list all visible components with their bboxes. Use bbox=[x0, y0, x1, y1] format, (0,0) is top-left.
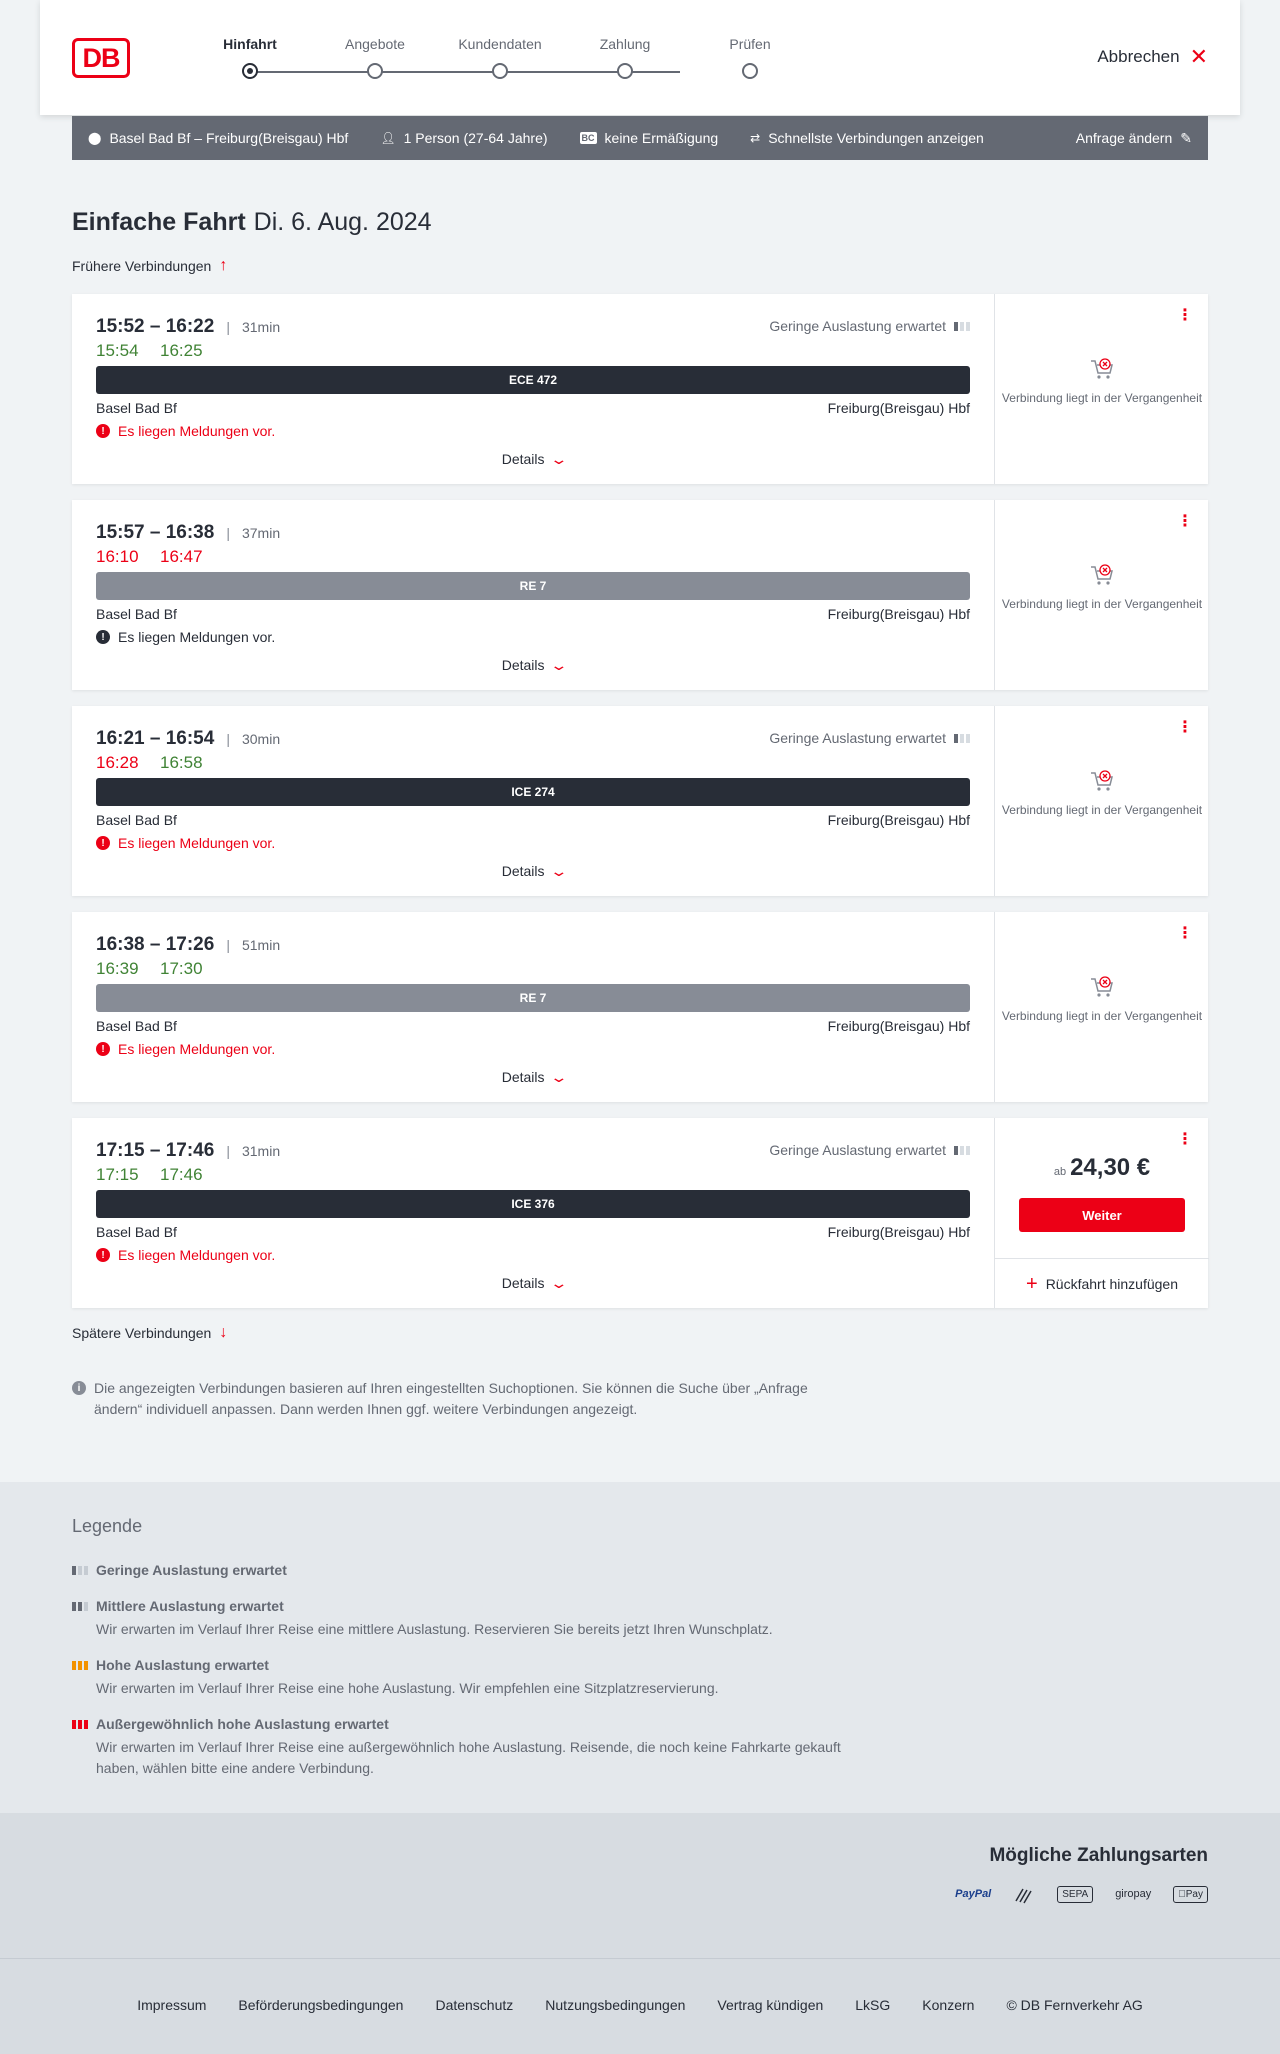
connection-offer bbox=[994, 706, 1208, 896]
past-connection-note bbox=[995, 562, 1209, 612]
step-hinfahrt[interactable] bbox=[200, 34, 300, 54]
realtime-arrival: 17:46 bbox=[160, 1165, 203, 1184]
realtime-times bbox=[96, 959, 224, 979]
notice-text: Es liegen Meldungen vor. bbox=[118, 423, 276, 439]
legend-item-title bbox=[72, 1657, 872, 1673]
realtime-times bbox=[96, 341, 224, 361]
cart-unavailable-icon bbox=[1089, 562, 1115, 588]
duration: 31min bbox=[241, 319, 281, 335]
connection-offer bbox=[994, 294, 1208, 484]
scheduled-times bbox=[96, 728, 280, 750]
progress-line bbox=[250, 71, 680, 73]
plus-icon: + bbox=[1026, 1272, 1038, 1295]
details-label: Details bbox=[501, 1275, 545, 1291]
notice-message bbox=[96, 835, 275, 851]
connection-main bbox=[72, 500, 994, 690]
legend-item bbox=[72, 1562, 872, 1578]
passenger-summary bbox=[380, 130, 547, 146]
legend-label: Außergewöhnlich hohe Auslastung erwartet bbox=[96, 1716, 389, 1732]
occupancy-level-icon bbox=[72, 1566, 88, 1575]
realtime-times bbox=[96, 1165, 224, 1185]
price-block bbox=[995, 1154, 1209, 1182]
later-label: Spätere Verbindungen bbox=[72, 1325, 212, 1341]
occupancy-indicator bbox=[769, 318, 970, 334]
train-bar: RE 7 bbox=[96, 984, 970, 1012]
chevron-down-icon: ⌄ bbox=[549, 863, 568, 879]
train-bar: ICE 274 bbox=[96, 778, 970, 806]
footer-link[interactable]: Vertrag kündigen bbox=[717, 1997, 824, 2013]
earlier-label: Frühere Verbindungen bbox=[72, 258, 212, 274]
details-toggle[interactable] bbox=[72, 657, 994, 674]
details-label: Details bbox=[501, 657, 545, 673]
later-connections-link[interactable] bbox=[72, 1325, 227, 1341]
details-label: Details bbox=[501, 451, 545, 467]
arrival-station: Freiburg(Breisgau) Hbf bbox=[827, 1018, 970, 1034]
discount-summary bbox=[580, 130, 719, 146]
route-text: Basel Bad Bf – Freiburg(Breisgau) Hbf bbox=[109, 130, 349, 146]
connection-offer bbox=[994, 912, 1208, 1102]
past-connection-note bbox=[995, 356, 1209, 406]
departure-station: Basel Bad Bf bbox=[96, 606, 177, 622]
past-text: Verbindung liegt in der Vergangenheit bbox=[1001, 1009, 1203, 1023]
past-text: Verbindung liegt in der Vergangenheit bbox=[1001, 597, 1203, 611]
duration: 51min bbox=[241, 937, 281, 953]
occupancy-low-icon bbox=[954, 322, 970, 331]
notice-message bbox=[96, 629, 275, 645]
cancel-button[interactable] bbox=[1097, 46, 1208, 68]
connection-card[interactable] bbox=[72, 294, 1208, 484]
trip-date: Di. 6. Aug. 2024 bbox=[253, 208, 432, 236]
realtime-times bbox=[96, 753, 224, 773]
details-toggle[interactable] bbox=[72, 1275, 994, 1292]
fastest-summary bbox=[750, 130, 984, 146]
step-label: Hinfahrt bbox=[223, 36, 277, 52]
step-dot bbox=[617, 63, 633, 79]
price-value: 24,30 € bbox=[1070, 1154, 1151, 1181]
step-dot-active bbox=[242, 63, 258, 79]
time-range: 15:57 – 16:38 bbox=[96, 522, 215, 543]
legend-description: Wir erwarten im Verlauf Ihrer Reise eine mittlere Auslastung. Reservieren Sie bereits jetzt Ihren Wunschplatz. bbox=[96, 1621, 773, 1637]
legend-item-title bbox=[72, 1562, 872, 1578]
legend-item-title bbox=[72, 1598, 872, 1614]
bahncard-icon: BC bbox=[581, 133, 595, 143]
alert-icon: ! bbox=[96, 836, 110, 850]
occupancy-indicator bbox=[769, 730, 970, 746]
occupancy-text: Geringe Auslastung erwartet bbox=[769, 730, 946, 746]
occupancy-low-icon bbox=[954, 1146, 970, 1155]
duration: 30min bbox=[241, 731, 281, 747]
details-toggle[interactable] bbox=[72, 451, 994, 468]
add-return-trip-button[interactable] bbox=[995, 1258, 1209, 1308]
realtime-departure: 16:28 bbox=[96, 753, 139, 772]
arrival-station: Freiburg(Breisgau) Hbf bbox=[827, 400, 970, 416]
connection-offer bbox=[994, 500, 1208, 690]
details-label: Details bbox=[501, 863, 545, 879]
cart-unavailable-icon bbox=[1089, 974, 1115, 1000]
occupancy-text: Geringe Auslastung erwartet bbox=[769, 1142, 946, 1158]
details-toggle[interactable] bbox=[72, 1069, 994, 1086]
footer-links bbox=[0, 1997, 1280, 2013]
connection-main bbox=[72, 706, 994, 896]
realtime-arrival: 16:47 bbox=[160, 547, 203, 566]
header bbox=[40, 0, 1240, 115]
more-options-icon[interactable]: ⋮ bbox=[1177, 925, 1192, 942]
chevron-down-icon: ⌄ bbox=[549, 657, 568, 673]
scheduled-times bbox=[96, 1140, 280, 1162]
connection-card[interactable] bbox=[72, 500, 1208, 690]
realtime-departure: 16:10 bbox=[96, 547, 139, 566]
details-label: Details bbox=[501, 1069, 545, 1085]
footer-link[interactable]: Datenschutz bbox=[435, 1997, 514, 2013]
progress-steps bbox=[210, 34, 771, 84]
cancel-label: Abbrechen bbox=[1097, 47, 1180, 66]
more-options-icon[interactable]: ⋮ bbox=[1177, 513, 1192, 530]
search-summary-bar bbox=[72, 116, 1208, 160]
step-label: Kundendaten bbox=[458, 36, 542, 52]
scheduled-times bbox=[96, 316, 280, 338]
arrow-up-icon: ↑ bbox=[219, 257, 228, 274]
step-label: Zahlung bbox=[599, 36, 651, 52]
alert-icon: ! bbox=[96, 424, 110, 438]
legend-item-title bbox=[72, 1716, 872, 1732]
legend-section bbox=[0, 1482, 1280, 1813]
step-dot bbox=[492, 63, 508, 79]
connection-card[interactable] bbox=[72, 706, 1208, 896]
separator: | bbox=[226, 319, 230, 335]
past-connection-note bbox=[995, 768, 1209, 818]
chevron-down-icon: ⌄ bbox=[549, 1275, 568, 1291]
departure-station: Basel Bad Bf bbox=[96, 400, 177, 416]
occupancy-level-icon bbox=[72, 1661, 88, 1670]
realtime-arrival: 16:58 bbox=[160, 753, 203, 772]
step-label: Angebote bbox=[345, 36, 405, 52]
connection-main bbox=[72, 912, 994, 1102]
occupancy-level-icon bbox=[72, 1602, 88, 1611]
info-icon: i bbox=[72, 1381, 86, 1395]
cart-unavailable-icon bbox=[1089, 768, 1115, 794]
step-angebote bbox=[325, 34, 425, 54]
location-pin-icon: ⬤ bbox=[88, 131, 102, 145]
realtime-departure: 16:39 bbox=[96, 959, 139, 978]
step-dot bbox=[742, 63, 758, 79]
step-kundendaten bbox=[450, 34, 550, 54]
train-bar: RE 7 bbox=[96, 572, 970, 600]
alert-icon: ! bbox=[96, 630, 110, 644]
apple-pay-text: Pay bbox=[1185, 1888, 1203, 1900]
separator: | bbox=[226, 1143, 230, 1159]
past-text: Verbindung liegt in der Vergangenheit bbox=[1001, 391, 1203, 405]
db-logo[interactable]: DB bbox=[72, 38, 130, 78]
realtime-arrival: 17:30 bbox=[160, 959, 203, 978]
legend-item bbox=[72, 1657, 872, 1699]
credit-card-icon bbox=[1013, 1883, 1035, 1905]
footer-link[interactable]: Konzern bbox=[922, 1997, 975, 2013]
info-note bbox=[72, 1378, 852, 1420]
notice-text: Es liegen Meldungen vor. bbox=[118, 1041, 276, 1057]
route-summary bbox=[88, 130, 348, 146]
departure-station: Basel Bad Bf bbox=[96, 812, 177, 828]
details-toggle[interactable] bbox=[72, 863, 994, 880]
time-range: 16:38 – 17:26 bbox=[96, 934, 215, 955]
payment-title: Mögliche Zahlungsarten bbox=[989, 1845, 1208, 1866]
departure-station: Basel Bad Bf bbox=[96, 1018, 177, 1034]
return-label: Rückfahrt hinzufügen bbox=[1045, 1275, 1178, 1292]
more-options-icon[interactable]: ⋮ bbox=[1177, 719, 1192, 736]
footer-link[interactable]: Nutzungsbedingungen bbox=[545, 1997, 686, 2013]
notice-text: Es liegen Meldungen vor. bbox=[118, 629, 276, 645]
realtime-departure: 15:54 bbox=[96, 341, 139, 360]
scheduled-times bbox=[96, 522, 280, 544]
chevron-down-icon: ⌄ bbox=[549, 451, 568, 467]
chevron-down-icon: ⌄ bbox=[549, 1069, 568, 1085]
footer-link[interactable]: Impressum bbox=[137, 1997, 207, 2013]
footer-link[interactable]: LkSG bbox=[855, 1997, 891, 2013]
continue-button[interactable]: Weiter bbox=[1019, 1198, 1185, 1232]
occupancy-low-icon bbox=[954, 734, 970, 743]
departure-station: Basel Bad Bf bbox=[96, 1224, 177, 1240]
occupancy-indicator bbox=[769, 1142, 970, 1158]
realtime-arrival: 16:25 bbox=[160, 341, 203, 360]
scheduled-times bbox=[96, 934, 280, 956]
legend-title: Legende bbox=[72, 1516, 143, 1536]
more-options-icon[interactable]: ⋮ bbox=[1177, 307, 1192, 324]
connection-card[interactable] bbox=[72, 1118, 1208, 1308]
legend-label: Mittlere Auslastung erwartet bbox=[96, 1598, 284, 1614]
legend-label: Geringe Auslastung erwartet bbox=[96, 1562, 287, 1578]
arrival-station: Freiburg(Breisgau) Hbf bbox=[827, 812, 970, 828]
connection-offer bbox=[994, 1118, 1208, 1308]
person-icon: 👤︎ bbox=[380, 131, 396, 145]
footer-link[interactable]: Beförderungsbedingungen bbox=[238, 1997, 404, 2013]
sepa-icon: SEPA bbox=[1057, 1886, 1093, 1903]
passenger-text: 1 Person (27-64 Jahre) bbox=[403, 130, 548, 146]
duration: 37min bbox=[241, 525, 281, 541]
realtime-departure: 17:15 bbox=[96, 1165, 139, 1184]
giropay-icon: giropay bbox=[1115, 1888, 1152, 1900]
train-bar: ECE 472 bbox=[96, 366, 970, 394]
price-prefix: ab bbox=[1053, 1166, 1067, 1178]
occupancy-level-icon bbox=[72, 1720, 88, 1729]
more-options-icon[interactable]: ⋮ bbox=[1177, 1131, 1192, 1148]
connection-card[interactable] bbox=[72, 912, 1208, 1102]
footer-link[interactable]: © DB Fernverkehr AG bbox=[1006, 1997, 1143, 2013]
swap-arrows-icon: ⇄ bbox=[750, 131, 761, 145]
apple-pay-icon bbox=[1173, 1886, 1208, 1903]
trip-type: Einfache Fahrt bbox=[72, 208, 246, 236]
past-text: Verbindung liegt in der Vergangenheit bbox=[1001, 803, 1203, 817]
notice-message bbox=[96, 1247, 275, 1263]
info-text: Die angezeigten Verbindungen basieren auf Ihren eingestellten Suchoptionen. Sie können die Suche über „Anfrage ändern“ individuell anpassen. Dann werden Ihnen ggf. weitere Verbindungen angezeigt. bbox=[94, 1380, 808, 1417]
time-range: 16:21 – 16:54 bbox=[96, 728, 215, 749]
separator: | bbox=[226, 731, 230, 747]
legend-item bbox=[72, 1716, 872, 1779]
step-dot bbox=[367, 63, 383, 79]
pencil-icon: ✎ bbox=[1180, 129, 1192, 146]
close-icon: ✕ bbox=[1189, 44, 1208, 69]
notice-message bbox=[96, 423, 275, 439]
step-pruefen bbox=[700, 34, 800, 54]
notice-text: Es liegen Meldungen vor. bbox=[118, 1247, 276, 1263]
train-bar: ICE 376 bbox=[96, 1190, 970, 1218]
past-connection-note bbox=[995, 974, 1209, 1024]
edit-request-button[interactable] bbox=[1076, 130, 1192, 147]
legend-item bbox=[72, 1598, 872, 1640]
step-zahlung bbox=[575, 34, 675, 54]
fastest-text: Schnellste Verbindungen anzeigen bbox=[768, 130, 984, 146]
page-title bbox=[72, 208, 432, 237]
realtime-times bbox=[96, 547, 224, 567]
notice-message bbox=[96, 1041, 275, 1057]
duration: 31min bbox=[241, 1143, 281, 1159]
step-label: Prüfen bbox=[729, 36, 771, 52]
earlier-connections-link[interactable] bbox=[72, 258, 227, 274]
time-range: 15:52 – 16:22 bbox=[96, 316, 215, 337]
separator: | bbox=[226, 525, 230, 541]
occupancy-text: Geringe Auslastung erwartet bbox=[769, 318, 946, 334]
legend-label: Hohe Auslastung erwartet bbox=[96, 1657, 269, 1673]
notice-text: Es liegen Meldungen vor. bbox=[118, 835, 276, 851]
arrival-station: Freiburg(Breisgau) Hbf bbox=[827, 606, 970, 622]
payment-methods-section bbox=[0, 1813, 1280, 1958]
arrow-down-icon: ↓ bbox=[219, 1324, 228, 1341]
connection-main bbox=[72, 294, 994, 484]
connection-main bbox=[72, 1118, 994, 1308]
time-range: 17:15 – 17:46 bbox=[96, 1140, 215, 1161]
legend-description: Wir erwarten im Verlauf Ihrer Reise eine außergewöhnlich hohe Auslastung. Reisende, die noch keine Fahrkarte gekauft haben, wählen bitte eine andere Verbindung. bbox=[96, 1739, 841, 1776]
payment-icons bbox=[955, 1883, 1208, 1905]
alert-icon: ! bbox=[96, 1248, 110, 1262]
arrival-station: Freiburg(Breisgau) Hbf bbox=[827, 1224, 970, 1240]
cart-unavailable-icon bbox=[1089, 356, 1115, 382]
edit-label: Anfrage ändern bbox=[1075, 130, 1173, 146]
discount-text: keine Ermäßigung bbox=[604, 130, 719, 146]
footer bbox=[0, 1958, 1280, 2054]
alert-icon: ! bbox=[96, 1042, 110, 1056]
separator: | bbox=[226, 937, 230, 953]
legend-description: Wir erwarten im Verlauf Ihrer Reise eine hohe Auslastung. Wir empfehlen eine Sitzplatzreservierung. bbox=[96, 1680, 719, 1696]
paypal-icon: PayPal bbox=[955, 1888, 992, 1900]
